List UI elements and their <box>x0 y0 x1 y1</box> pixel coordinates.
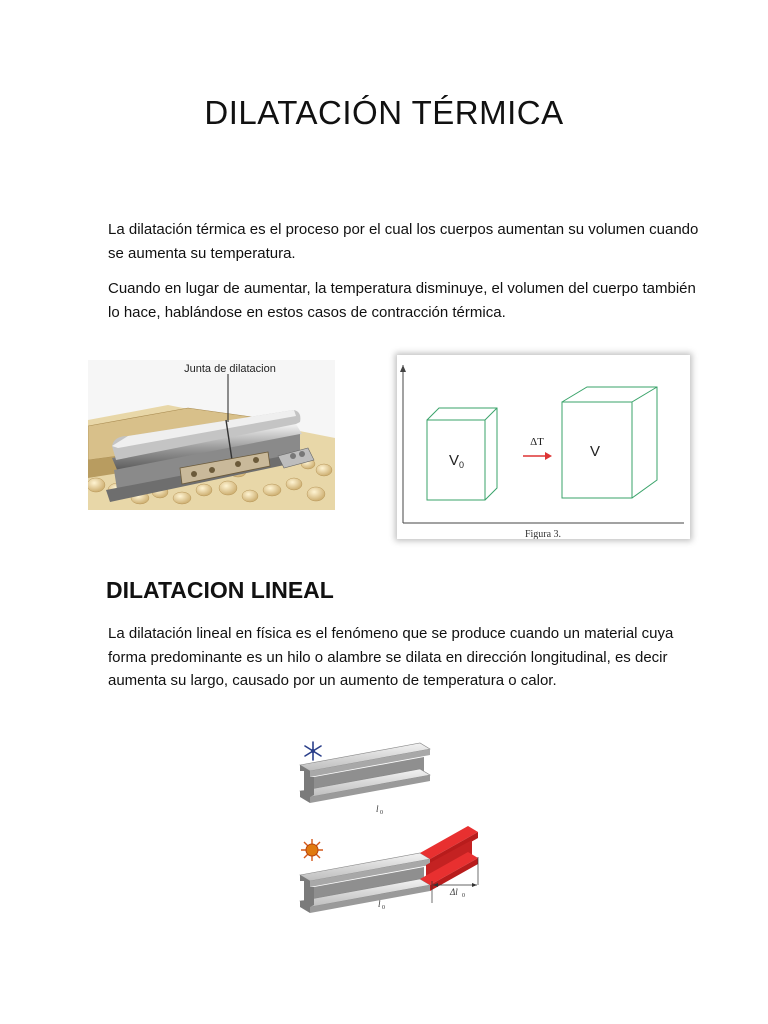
rail-joint-figure <box>88 360 335 510</box>
l0-hot-label: l <box>378 899 381 909</box>
page-title: DILATACIÓN TÉRMICA <box>204 94 564 131</box>
l0-hot-subscript: 0 <box>382 905 385 911</box>
intro-paragraph-2: Cuando en lugar de aumentar, la temperatura disminuye, el volumen del cuerpo también lo hace, hablándose en estos casos de contracción térmica. <box>108 280 696 321</box>
l0-cold-label: l <box>376 804 379 814</box>
delta-t-label: ΔT <box>530 436 544 448</box>
linear-expansion-figure <box>292 735 482 915</box>
v0-label: V <box>449 452 460 469</box>
v0-subscript: 0 <box>459 460 465 470</box>
delta-l-label: Δl <box>450 887 458 897</box>
hot-beam <box>300 826 478 913</box>
section-paragraph: La dilatación lineal en física es el fenómeno que se produce cuando un material cuya forma predominante es un hilo o alambre se dilata en dirección longitudinal, es decir aumenta su largo, causado por un aumento de temperatura o calor. <box>108 625 674 689</box>
sun-icon <box>301 839 323 861</box>
cube-expansion-figure <box>397 355 690 539</box>
l0-cold-subscript: 0 <box>380 810 383 816</box>
v-label: V <box>590 443 601 460</box>
figure-caption: Figura 3. <box>524 529 562 539</box>
delta-l-subscript: 0 <box>462 893 465 899</box>
intro-paragraph-1: La dilatación térmica es el proceso por el cual los cuerpos aumentan su volumen cuando se aumenta su temperatura. <box>108 221 699 262</box>
section-heading: DILATACION LINEAL <box>106 577 334 603</box>
rail-joint-label: Junta de dilatacion <box>184 363 276 375</box>
cold-beam <box>300 743 430 803</box>
snowflake-icon <box>305 742 321 760</box>
